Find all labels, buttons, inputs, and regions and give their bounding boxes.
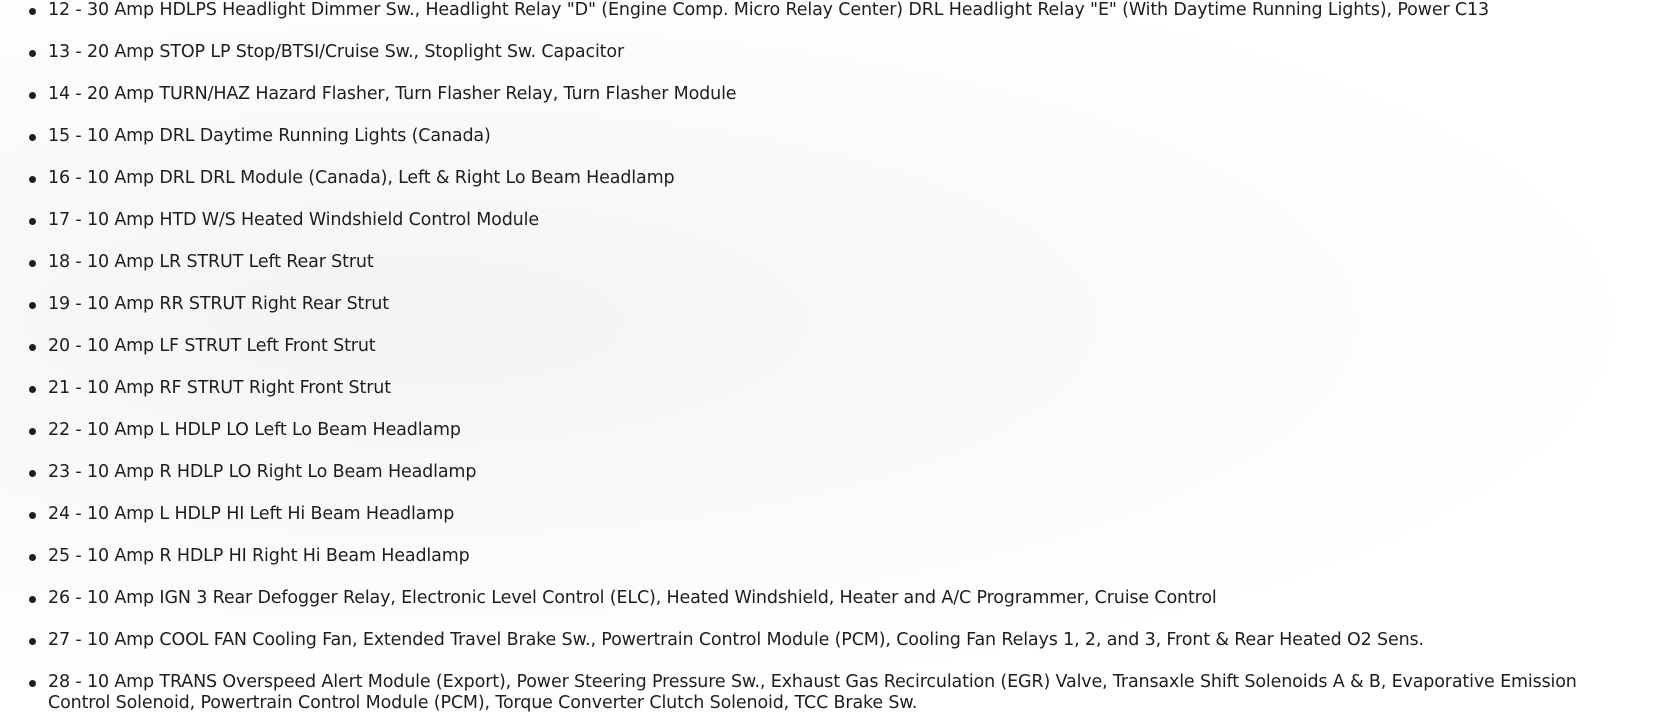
list-item (48, 462, 1638, 483)
list-item (48, 336, 1638, 357)
list-item (48, 0, 1638, 21)
list-item-text: 19 - 10 Amp RR STRUT Right Rear Strut (48, 294, 389, 314)
bullet-icon (29, 218, 36, 225)
list-item-text: 16 - 10 Amp DRL DRL Module (Canada), Left & Right Lo Beam Headlamp (48, 168, 675, 188)
list-item-text: 14 - 20 Amp TURN/HAZ Hazard Flasher, Turn Flasher Relay, Turn Flasher Module (48, 84, 737, 104)
list-item-text: 20 - 10 Amp LF STRUT Left Front Strut (48, 336, 376, 356)
bullet-icon (29, 680, 36, 687)
bullet-icon (29, 176, 36, 183)
list-item (48, 42, 1638, 63)
list-item-text: 22 - 10 Amp L HDLP LO Left Lo Beam Headlamp (48, 420, 461, 440)
list-item (48, 252, 1638, 273)
list-item (48, 84, 1638, 105)
list-item-text: 25 - 10 Amp R HDLP HI Right Hi Beam Headlamp (48, 546, 470, 566)
list-item (48, 588, 1638, 609)
list-item-text: 28 - 10 Amp TRANS Overspeed Alert Module (Export), Power Steering Pressure Sw., Exhaust Gas Recirculation (EGR) Valve, Transaxle Shift Solenoids A & B, Evaporative Emission Control Solenoid, Powertrain Control Module (PCM), Torque Converter Clutch Solenoid, TCC Brake Sw. (48, 672, 1577, 713)
list-item (48, 210, 1638, 231)
bullet-icon (29, 92, 36, 99)
list-item (48, 546, 1638, 567)
list-item-text: 24 - 10 Amp L HDLP HI Left Hi Beam Headlamp (48, 504, 455, 524)
list-item (48, 378, 1638, 399)
list-item-text: 12 - 30 Amp HDLPS Headlight Dimmer Sw., Headlight Relay "D" (Engine Comp. Micro Relay Center) DRL Headlight Relay "E" (With Daytime Running Lights), Power C13 (48, 0, 1489, 20)
bullet-icon (29, 470, 36, 477)
list-item (48, 504, 1638, 525)
list-item-text: 23 - 10 Amp R HDLP LO Right Lo Beam Headlamp (48, 462, 477, 482)
bullet-icon (29, 554, 36, 561)
bullet-icon (29, 302, 36, 309)
bullet-icon (29, 386, 36, 393)
list-item (48, 294, 1638, 315)
list-item (48, 420, 1638, 441)
list-item-text: 18 - 10 Amp LR STRUT Left Rear Strut (48, 252, 374, 272)
list-item (48, 630, 1638, 651)
list-item (48, 168, 1638, 189)
bullet-icon (29, 260, 36, 267)
list-item-text: 27 - 10 Amp COOL FAN Cooling Fan, Extended Travel Brake Sw., Powertrain Control Module (PCM), Cooling Fan Relays 1, 2, and 3, Front & Rear Heated O2 Sens. (48, 630, 1424, 650)
list-item-text: 13 - 20 Amp STOP LP Stop/BTSI/Cruise Sw., Stoplight Sw. Capacitor (48, 42, 624, 62)
list-item-text: 21 - 10 Amp RF STRUT Right Front Strut (48, 378, 391, 398)
bullet-icon (29, 50, 36, 57)
list-item-text: 17 - 10 Amp HTD W/S Heated Windshield Control Module (48, 210, 539, 230)
bullet-icon (29, 596, 36, 603)
bullet-icon (29, 8, 36, 15)
bullet-icon (29, 638, 36, 645)
bullet-icon (29, 134, 36, 141)
list-item (48, 126, 1638, 147)
bullet-icon (29, 428, 36, 435)
list-item-text: 15 - 10 Amp DRL Daytime Running Lights (Canada) (48, 126, 491, 146)
list-item (48, 672, 1638, 714)
bullet-icon (29, 344, 36, 351)
bullet-icon (29, 512, 36, 519)
list-item-text: 26 - 10 Amp IGN 3 Rear Defogger Relay, Electronic Level Control (ELC), Heated Windshield, Heater and A/C Programmer, Cruise Control (48, 588, 1217, 608)
